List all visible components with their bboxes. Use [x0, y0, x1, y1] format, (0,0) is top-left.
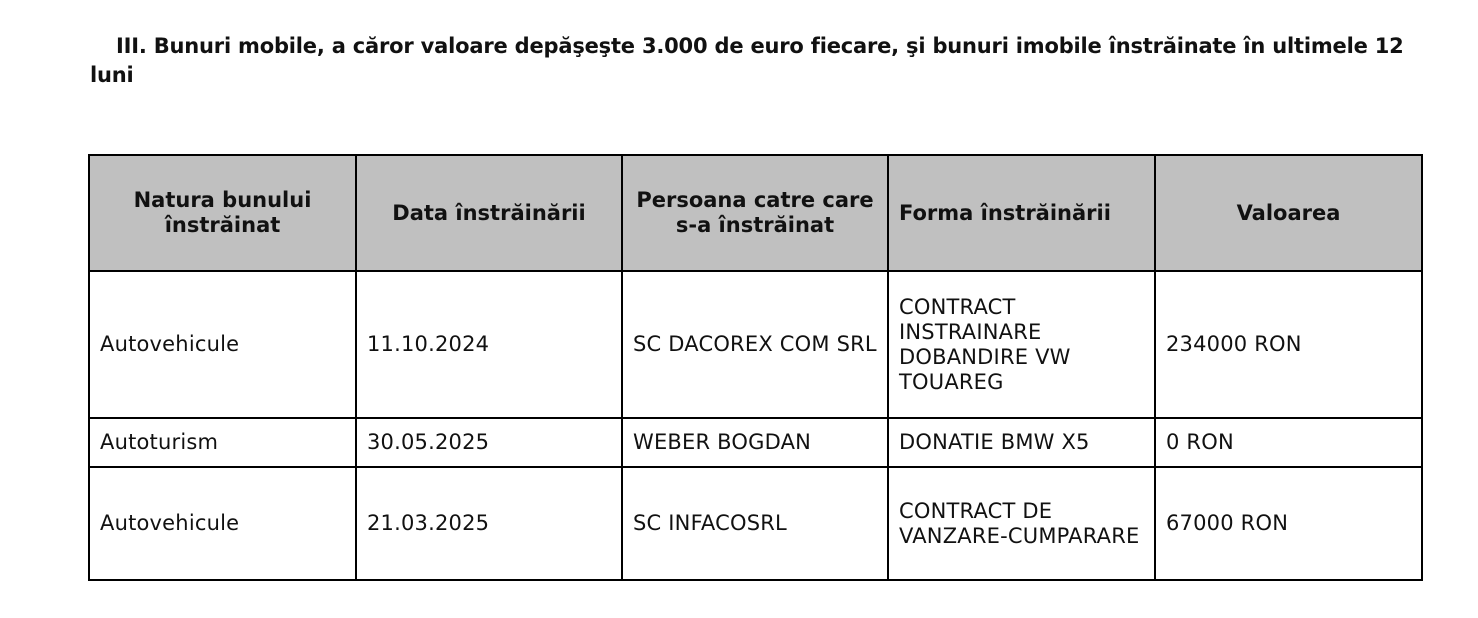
- table-row: [89, 467, 1422, 580]
- header-asset-nature: Natura bunului înstrăinat: [89, 155, 356, 271]
- cell-asset-nature: Autoturism: [89, 418, 356, 467]
- table-header-row: [89, 155, 1422, 271]
- cell-alienation-form: CONTRACT DE VANZARE-CUMPARARE: [888, 467, 1155, 580]
- alienated-assets-table: [88, 154, 1423, 581]
- cell-asset-nature: Autovehicule: [89, 271, 356, 418]
- cell-value: 234000 RON: [1155, 271, 1422, 418]
- header-alienation-date: Data înstrăinării: [356, 155, 622, 271]
- table-row: [89, 271, 1422, 418]
- section-heading: III. Bunuri mobile, a căror valoare depăşeşte 3.000 de euro fiecare, şi bunuri imobile înstrăinate în ultimele 12 luni: [90, 34, 1404, 87]
- cell-recipient: SC DACOREX COM SRL: [622, 271, 888, 418]
- cell-alienation-form: DONATIE BMW X5: [888, 418, 1155, 467]
- cell-recipient: SC INFACOSRL: [622, 467, 888, 580]
- header-recipient: Persoana catre care s-a înstrăinat: [622, 155, 888, 271]
- header-alienation-form: Forma înstrăinării: [888, 155, 1155, 271]
- cell-alienation-date: 11.10.2024: [356, 271, 622, 418]
- header-value: Valoarea: [1155, 155, 1422, 271]
- cell-value: 67000 RON: [1155, 467, 1422, 580]
- cell-asset-nature: Autovehicule: [89, 467, 356, 580]
- table-row: [89, 418, 1422, 467]
- cell-alienation-form: CONTRACT INSTRAINARE DOBANDIRE VW TOUAREG: [888, 271, 1155, 418]
- cell-alienation-date: 21.03.2025: [356, 467, 622, 580]
- cell-recipient: WEBER BOGDAN: [622, 418, 888, 467]
- cell-value: 0 RON: [1155, 418, 1422, 467]
- cell-alienation-date: 30.05.2025: [356, 418, 622, 467]
